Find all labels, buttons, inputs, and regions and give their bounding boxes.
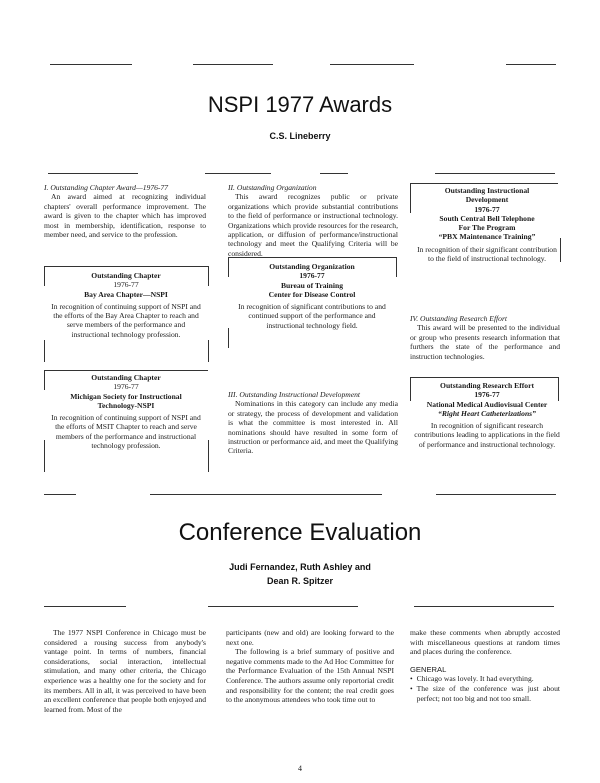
box-project: “Right Heart Catheterizations”	[438, 408, 536, 418]
page-number: 4	[298, 764, 302, 773]
evaluation-title: Conference Evaluation	[178, 519, 422, 546]
evaluation-text-3: The following is a brief summary of positive and negative comments made to the Ad Hoc Committee for the Performance Evaluation of the 15th Annual NSPI Conference. The authors assume only reportorial credit and responsibility for the content; the real credit goes to the anonymous attendees who took time out to	[226, 647, 394, 705]
box-recipient: Bureau of Training	[280, 280, 344, 290]
chapter-award-column	[44, 183, 206, 239]
section-rule	[150, 494, 382, 495]
box-recipient: Michigan Society for Instructional Technology-NSPI	[70, 391, 182, 410]
chapter-award-text: An award aimed at recognizing individual chapters' overall performance improvement. The award is given to the chapter which has improved most in membership, identification, response to member need, and service to the profession.	[44, 192, 206, 240]
box-citation: In recognition of continuing support of NSPI and the efforts of MSIT Chapter to reach and serve members of the performance and instructional technology profession.	[51, 413, 201, 451]
top-rule	[506, 64, 556, 65]
box-title-2: Development	[465, 195, 509, 205]
box-citation: In recognition of continuing support of NSPI and the efforts of the Bay Area Chapter to reach and serve members of the performance and instructional technology profession.	[51, 301, 201, 339]
organization-award-heading: II. Outstanding Organization	[228, 183, 317, 192]
box-left-rule	[44, 370, 45, 390]
bullet-icon: •	[410, 674, 413, 684]
evaluation-column-1	[44, 628, 206, 714]
box-left-rule	[410, 183, 411, 213]
box-citation: In recognition of significant research contributions leading to applications in the field of performance and instructional technology.	[414, 421, 560, 449]
development-award-text: Nominations in this category can include any media or strategy, the process of development and validation is what the committee is most interested in. All nominations should have resulted in some form of instruction or performance aid, and meet the Qualifying Criteria.	[228, 399, 398, 456]
box-top-rule	[44, 266, 208, 267]
general-bullet-1	[410, 674, 560, 684]
section-rule	[436, 494, 556, 495]
chapter-award-heading: I. Outstanding Chapter Award—1976-77	[44, 183, 169, 192]
box-recipient-2: Center for Disease Control	[268, 289, 356, 299]
evaluation-text-2: participants (new and old) are looking forward to the next one.	[226, 628, 394, 647]
evaluation-column-3	[410, 628, 560, 703]
box-year: 1976-77	[299, 271, 325, 281]
box-year: 1976-77	[113, 382, 139, 392]
box-top-rule	[228, 257, 396, 258]
box-title: Outstanding Chapter	[91, 271, 161, 280]
section-rule	[44, 606, 126, 607]
section-rule	[414, 606, 554, 607]
top-rule	[193, 64, 273, 65]
award-box-south-central-bell	[414, 186, 560, 263]
award-box-michigan	[50, 373, 202, 450]
box-bottom-left-rule	[44, 440, 45, 472]
box-bottom-right-rule	[208, 440, 209, 472]
research-award-text: This award will be presented to the individual or group who presents research information that furthers the state of the performance and instruction technologies.	[410, 323, 560, 361]
awards-title: NSPI 1977 Awards	[207, 92, 393, 117]
box-year: 1976-77	[113, 280, 139, 290]
box-title: Outstanding Instructional	[444, 186, 530, 195]
section-rule	[435, 173, 555, 174]
box-title: Outstanding Research Effort	[440, 381, 534, 390]
evaluation-text-1: The 1977 NSPI Conference in Chicago must be considered a rousing success from anybody's vantage point. In terms of numbers, financial considerations, social interaction, intellectual stimulation, and many other criteria, the Chicago experience was a healthy one for the society and for its members. All in all, it was perceived to have been an excellent conference that people both enjoyed and learned from. Most of the	[44, 628, 206, 714]
box-title: Outstanding Organization	[269, 262, 355, 271]
bullet-text: The size of the conference was just about perfect; not too big and not too small.	[416, 683, 560, 703]
box-bottom-right-rule	[560, 238, 561, 262]
box-bottom-left-rule	[228, 328, 229, 348]
box-citation: In recognition of their significant contribution to the field of instructional technology.	[417, 244, 557, 264]
box-left-rule	[44, 266, 45, 286]
box-title: Outstanding Chapter	[91, 373, 161, 382]
general-bullet-2	[410, 684, 560, 703]
box-left-rule	[410, 377, 411, 401]
box-top-rule	[44, 370, 208, 371]
box-right-rule	[208, 266, 209, 286]
section-rule	[320, 173, 348, 174]
research-award-heading: IV. Outstanding Research Effort	[410, 314, 508, 323]
award-box-nmac	[412, 381, 562, 449]
evaluation-authors-2: Dean R. Spitzer	[266, 576, 333, 586]
section-rule	[208, 606, 358, 607]
box-recipient: Bay Area Chapter—NSPI	[84, 289, 168, 299]
top-rule	[330, 64, 414, 65]
award-box-cdc	[234, 262, 390, 330]
bullet-text: Chicago was lovely. It had everything.	[416, 674, 534, 684]
organization-award-text: This award recognizes public or private organizations which provide substantial contributions to the field of performance or instructional technology. Organizations which provide resources for the research, application, or diffusion of performance/instructional technology and meet the Qualifying Criteria will be considered.	[228, 192, 398, 258]
box-left-rule	[228, 257, 229, 277]
section-rule	[205, 173, 271, 174]
section-rule	[48, 173, 138, 174]
evaluation-text-4: make these comments when abruptly accosted with miscellaneous questions at random times and places during the conference.	[410, 628, 560, 657]
awards-author: C.S. Lineberry	[269, 131, 331, 141]
box-citation: In recognition of significant contributions to and continued support of the performance and instructional technology field.	[238, 302, 386, 330]
box-right-rule	[396, 257, 397, 277]
evaluation-authors-1: Judi Fernandez, Ruth Ashley and	[229, 562, 371, 572]
evaluation-column-2	[226, 628, 394, 705]
box-bottom-left-rule	[44, 340, 45, 362]
award-box-bay-area	[50, 271, 202, 339]
organization-award-column	[228, 183, 398, 258]
box-recipient: National Medical Audiovisual Center	[426, 399, 548, 409]
section-rule	[44, 494, 76, 495]
box-year: 1976-77	[474, 390, 500, 400]
general-heading: GENERAL	[410, 664, 447, 674]
box-year: 1976-77	[474, 204, 500, 214]
development-award-column	[228, 390, 398, 456]
box-top-rule	[410, 377, 558, 378]
bullet-icon: •	[410, 683, 413, 693]
box-project: “PBX Maintenance Training”	[438, 232, 536, 242]
research-award-column	[410, 314, 560, 361]
box-bottom-right-rule	[208, 340, 209, 362]
top-rule	[50, 64, 132, 65]
box-top-rule	[410, 183, 558, 184]
box-recipient: South Central Bell Telephone	[439, 213, 535, 223]
box-recipient-2: For The Program	[458, 223, 516, 233]
development-award-heading: III. Outstanding Instructional Development	[228, 390, 361, 399]
